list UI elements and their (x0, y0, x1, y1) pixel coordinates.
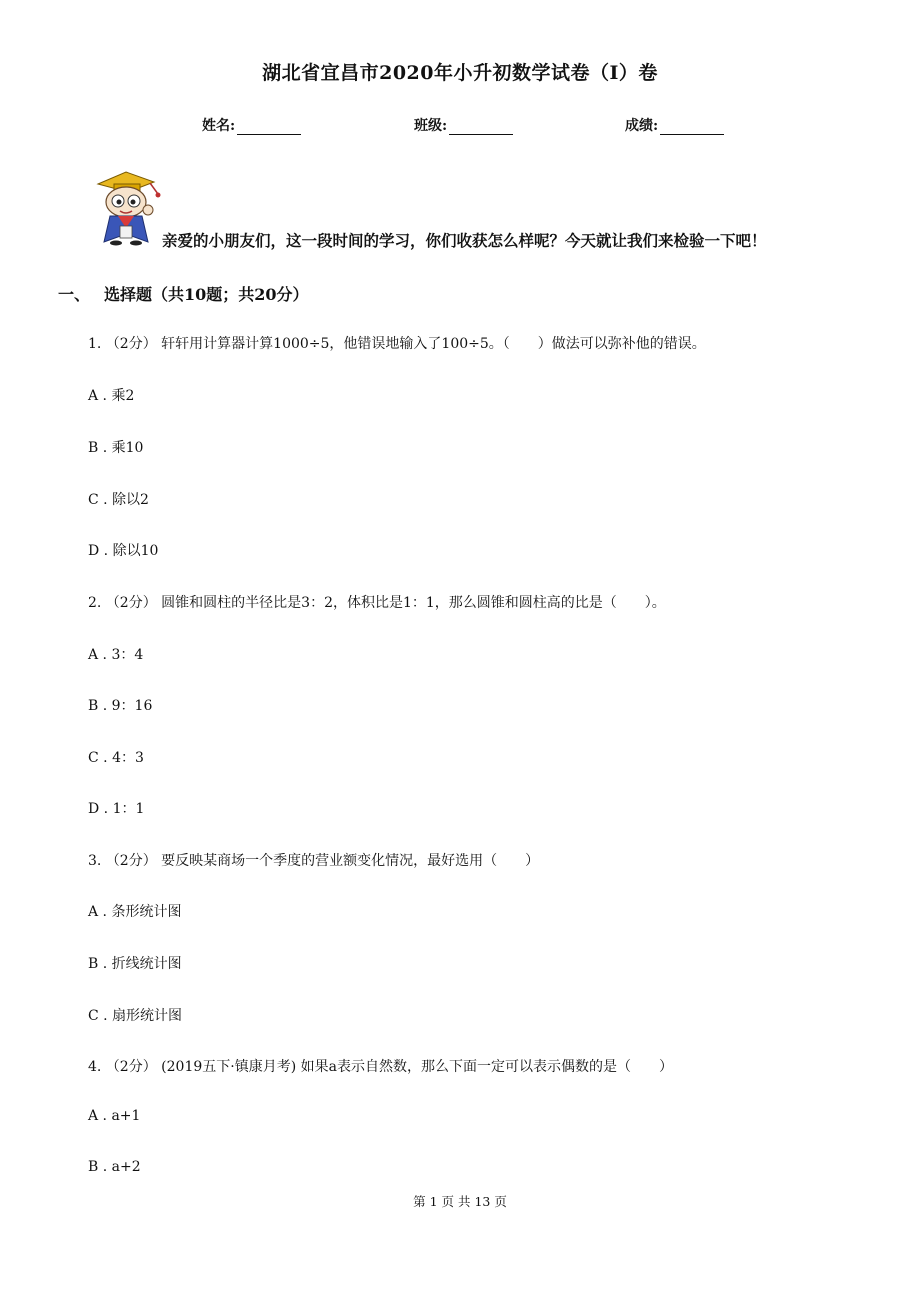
page-footer: 第 1 页 共 13 页 (413, 1194, 507, 1209)
section-number: 一、 (58, 285, 91, 304)
question-2-option-a: A . 3：4 (88, 647, 144, 663)
class-field (414, 115, 513, 135)
question-3-option-a: A . 条形统计图 (88, 904, 182, 920)
question-3-option-b: B . 折线统计图 (88, 956, 182, 972)
name-field (202, 115, 301, 135)
question-2-option-d: D . 1：1 (88, 801, 145, 817)
score-field (625, 115, 724, 135)
score-blank (660, 119, 724, 135)
question-1: 1. （2分） 轩轩用计算器计算1000÷5，他错误地输入了100÷5。（ ）做法可以弥补他的错误。 (88, 336, 706, 352)
question-4-option-b: B . a+2 (88, 1159, 141, 1175)
cartoon-student-mascot-icon (92, 168, 168, 246)
question-2: 2. （2分） 圆锥和圆柱的半径比是3：2，体积比是1：1，那么圆锥和圆柱高的比是（ ）。 (88, 595, 666, 611)
question-1-option-b: B . 乘10 (88, 440, 144, 456)
question-1-option-d: D . 除以10 (88, 543, 159, 559)
name-blank (237, 119, 301, 135)
greeting-text: 亲爱的小朋友们，这一段时间的学习，你们收获怎么样呢？今天就让我们来检验一下吧！ (162, 231, 767, 250)
section-title: 选择题（共10题；共20分） (104, 285, 309, 304)
score-label: 成绩: (625, 118, 659, 134)
class-blank (449, 119, 513, 135)
question-1-option-a: A . 乘2 (88, 388, 135, 404)
question-2-option-c: C . 4：3 (88, 750, 144, 766)
question-1-option-c: C . 除以2 (88, 492, 149, 508)
page-title: 湖北省宜昌市2020年小升初数学试卷（I）卷 (262, 62, 658, 84)
question-3: 3. （2分） 要反映某商场一个季度的营业额变化情况，最好选用（ ） (88, 853, 540, 869)
section-heading (58, 282, 309, 305)
question-4-option-a: A . a+1 (88, 1108, 141, 1124)
question-3-option-c: C . 扇形统计图 (88, 1008, 183, 1024)
class-label: 班级: (414, 118, 448, 134)
question-4: 4. （2分） (2019五下·镇康月考) 如果a表示自然数，那么下面一定可以表示偶数的是（ ） (88, 1059, 673, 1075)
name-label: 姓名: (202, 118, 236, 134)
question-2-option-b: B . 9：16 (88, 698, 153, 714)
student-info-row (0, 115, 920, 137)
